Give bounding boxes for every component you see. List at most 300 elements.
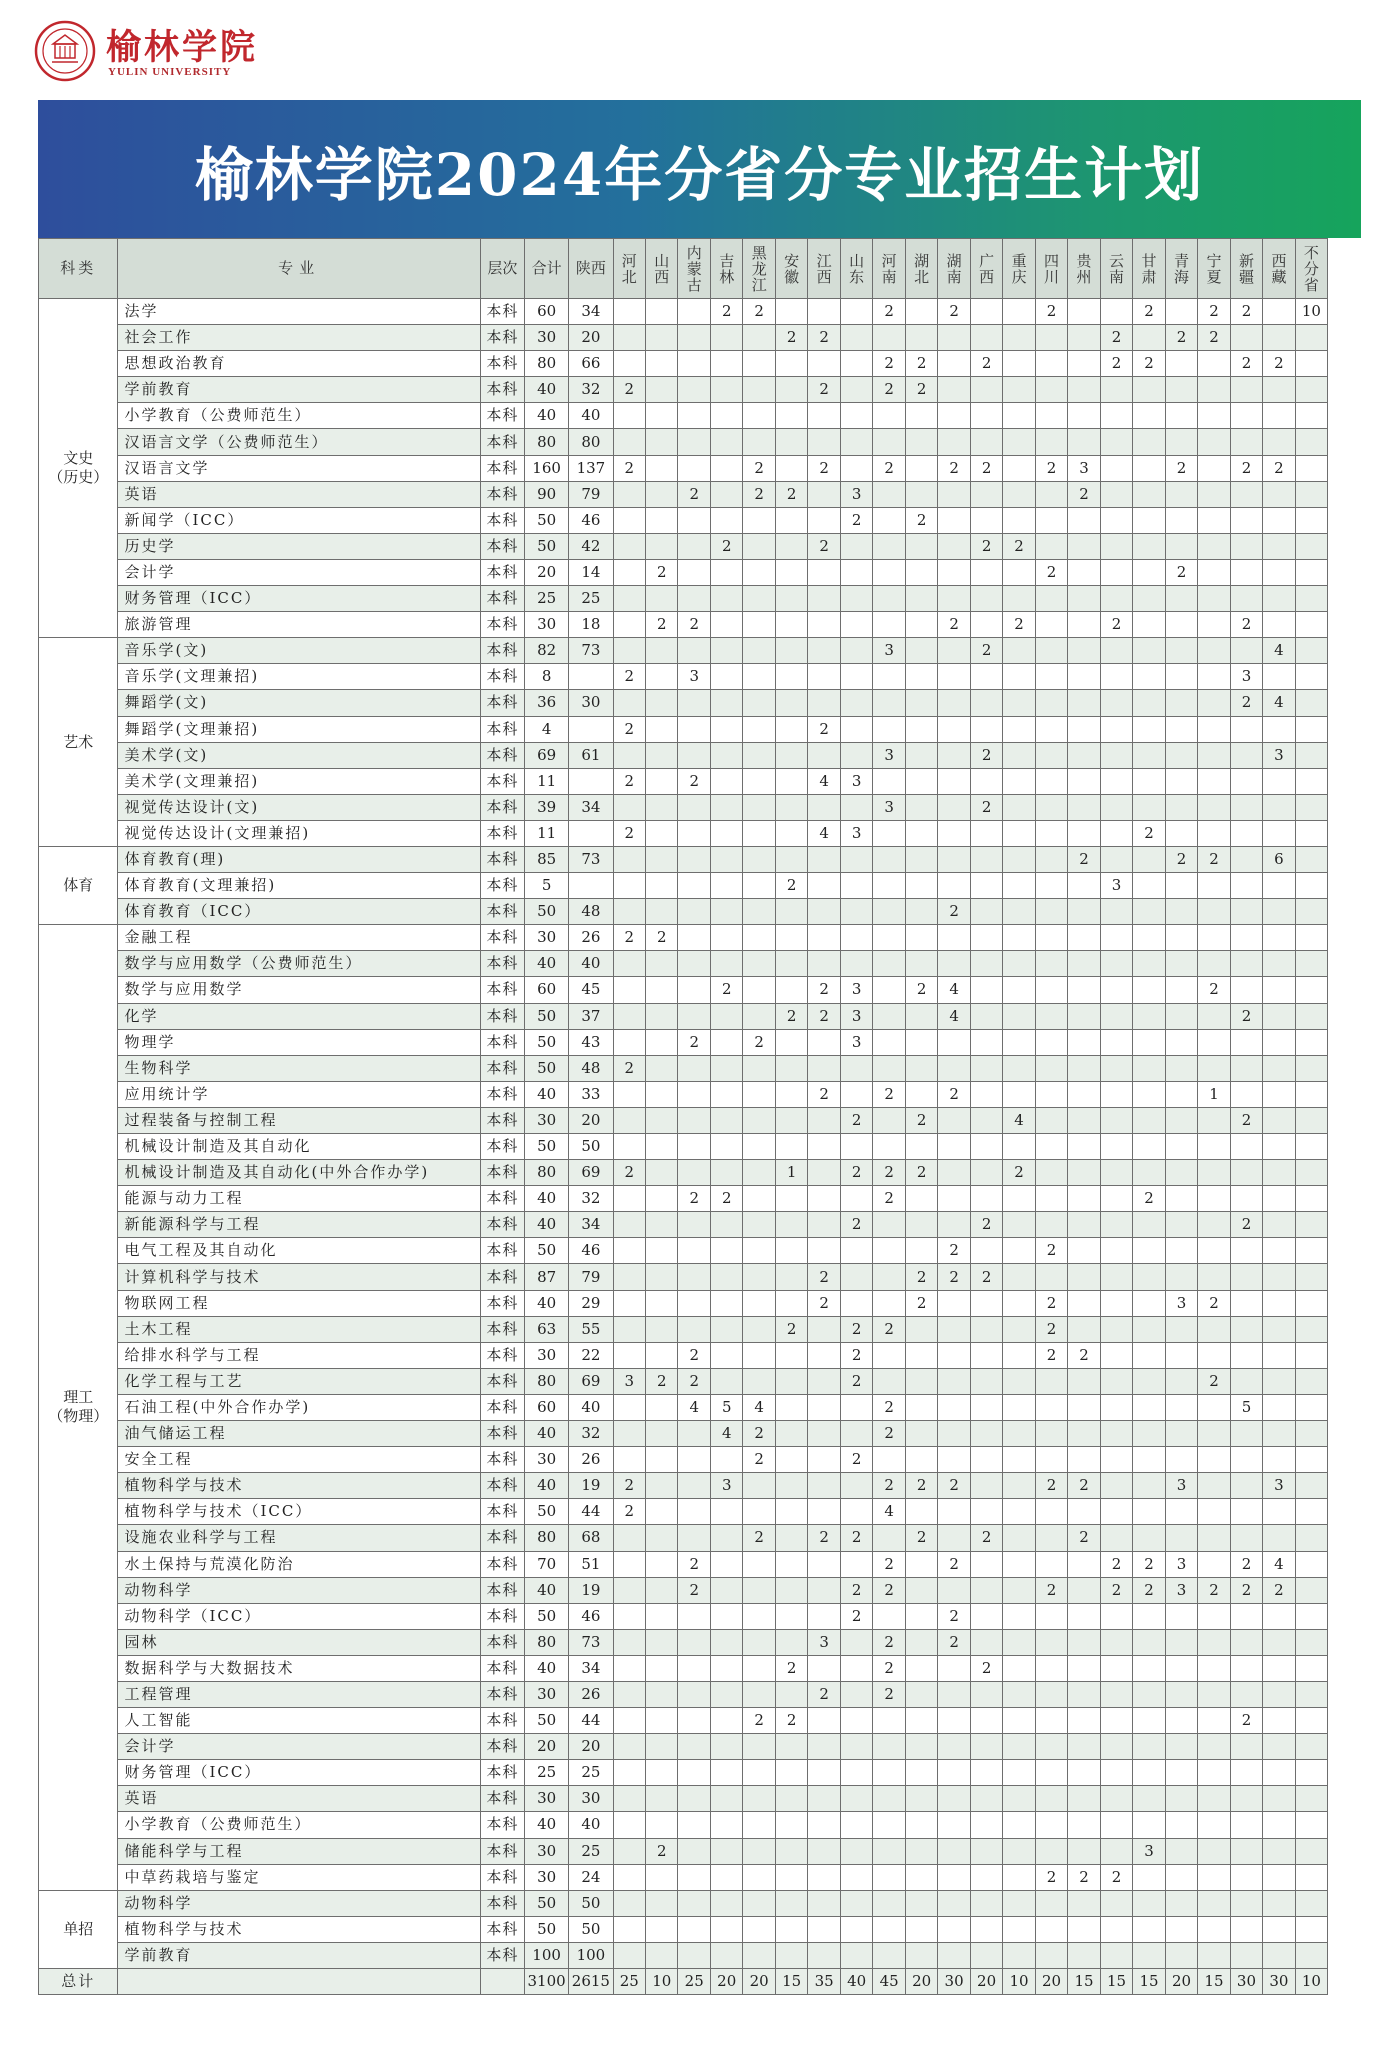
province-quota-cell	[743, 1107, 775, 1133]
province-quota-cell	[1295, 1421, 1327, 1447]
province-quota-cell	[1003, 351, 1035, 377]
header-province: 安徽	[775, 239, 807, 299]
province-quota-cell: 3	[1263, 742, 1295, 768]
category-cell: 文史 （历史）	[39, 299, 118, 638]
province-quota-cell	[743, 1916, 775, 1942]
province-quota-cell: 2	[808, 325, 840, 351]
table-row	[39, 429, 1361, 455]
province-quota-cell	[1230, 1603, 1262, 1629]
province-quota-cell	[1035, 1760, 1067, 1786]
province-quota-cell	[1100, 1107, 1132, 1133]
header-province: 河北	[613, 239, 645, 299]
province-quota-cell	[1035, 351, 1067, 377]
table-row	[39, 533, 1361, 559]
province-quota-cell	[873, 846, 905, 872]
province-quota-cell	[1100, 820, 1132, 846]
province-quota-cell	[808, 507, 840, 533]
province-quota-cell	[905, 1838, 937, 1864]
major-cell: 汉语言文学（公费师范生）	[118, 429, 480, 455]
province-quota-cell	[1165, 1447, 1197, 1473]
province-quota-cell	[1133, 507, 1165, 533]
level-cell: 本科	[480, 1577, 524, 1603]
province-quota-cell	[1133, 768, 1165, 794]
province-quota-cell	[1068, 429, 1100, 455]
province-quota-cell	[1295, 325, 1327, 351]
table-row	[39, 1942, 1361, 1968]
province-quota-cell	[1003, 1760, 1035, 1786]
total-cell: 40	[524, 1081, 568, 1107]
province-quota-cell	[1068, 1368, 1100, 1394]
province-quota-cell	[905, 1629, 937, 1655]
province-quota-cell	[1068, 1734, 1100, 1760]
province-quota-cell	[1165, 1316, 1197, 1342]
province-quota-cell: 2	[938, 1603, 970, 1629]
province-quota-cell: 50	[569, 1134, 613, 1160]
province-quota-cell	[1100, 1029, 1132, 1055]
province-quota-cell	[775, 768, 807, 794]
province-quota-cell	[873, 559, 905, 585]
table-row	[39, 638, 1361, 664]
province-quota-cell	[905, 1029, 937, 1055]
level-cell: 本科	[480, 1681, 524, 1707]
province-quota-cell: 2	[775, 1003, 807, 1029]
province-quota-cell	[1133, 1681, 1165, 1707]
province-quota-cell	[970, 1186, 1002, 1212]
province-quota-cell	[905, 899, 937, 925]
province-quota-cell	[840, 299, 872, 325]
major-cell: 生物科学	[118, 1055, 480, 1081]
province-total-cell: 15	[1068, 1969, 1100, 1995]
province-quota-cell	[613, 1081, 645, 1107]
province-quota-cell: 20	[569, 325, 613, 351]
province-quota-cell	[1198, 1864, 1230, 1890]
province-quota-cell	[970, 716, 1002, 742]
province-quota-cell	[678, 377, 710, 403]
table-row	[39, 1160, 1361, 1186]
province-quota-cell	[905, 690, 937, 716]
province-quota-cell	[840, 403, 872, 429]
province-quota-cell	[743, 351, 775, 377]
province-quota-cell: 5	[1230, 1394, 1262, 1420]
province-quota-cell: 1	[1198, 1081, 1230, 1107]
province-quota-cell: 2	[1198, 299, 1230, 325]
province-quota-cell	[1100, 977, 1132, 1003]
province-quota-cell: 2	[808, 1003, 840, 1029]
province-quota-cell	[808, 1942, 840, 1968]
province-quota-cell: 2	[1003, 612, 1035, 638]
header-total: 合计	[524, 239, 568, 299]
province-quota-cell	[970, 1473, 1002, 1499]
province-quota-cell	[1165, 1238, 1197, 1264]
province-quota-cell	[1035, 1212, 1067, 1238]
province-quota-cell	[1003, 325, 1035, 351]
province-quota-cell	[1035, 768, 1067, 794]
province-quota-cell	[743, 977, 775, 1003]
province-quota-cell	[1100, 1629, 1132, 1655]
province-quota-cell	[1230, 899, 1262, 925]
province-quota-cell: 2	[873, 1186, 905, 1212]
province-quota-cell	[1230, 1525, 1262, 1551]
province-quota-cell	[1133, 377, 1165, 403]
province-quota-cell	[1133, 951, 1165, 977]
province-quota-cell	[1035, 377, 1067, 403]
province-total-cell: 25	[678, 1969, 710, 1995]
province-quota-cell	[1230, 1890, 1262, 1916]
province-quota-cell	[775, 1212, 807, 1238]
province-quota-cell: 2	[1198, 1290, 1230, 1316]
province-quota-cell	[873, 925, 905, 951]
province-quota-cell	[775, 533, 807, 559]
province-quota-cell	[775, 1447, 807, 1473]
province-quota-cell	[743, 899, 775, 925]
province-quota-cell	[1035, 1708, 1067, 1734]
province-quota-cell: 69	[569, 1160, 613, 1186]
province-quota-cell	[808, 1812, 840, 1838]
total-cell: 40	[524, 1212, 568, 1238]
level-cell: 本科	[480, 1838, 524, 1864]
province-quota-cell	[646, 742, 678, 768]
province-quota-cell	[1230, 1473, 1262, 1499]
province-quota-cell	[873, 1786, 905, 1812]
province-quota-cell	[808, 846, 840, 872]
province-quota-cell	[1230, 1055, 1262, 1081]
province-quota-cell	[1165, 351, 1197, 377]
province-quota-cell	[613, 1708, 645, 1734]
major-cell: 土木工程	[118, 1316, 480, 1342]
level-cell: 本科	[480, 1186, 524, 1212]
province-quota-cell: 2	[905, 351, 937, 377]
total-cell: 160	[524, 455, 568, 481]
province-quota-cell	[873, 1942, 905, 1968]
province-quota-cell: 2	[743, 1029, 775, 1055]
level-cell: 本科	[480, 1447, 524, 1473]
province-quota-cell	[905, 429, 937, 455]
province-quota-cell	[905, 1394, 937, 1420]
province-quota-cell	[808, 1577, 840, 1603]
province-quota-cell	[808, 664, 840, 690]
province-quota-cell	[775, 951, 807, 977]
province-quota-cell	[905, 925, 937, 951]
province-quota-cell	[840, 873, 872, 899]
province-quota-cell: 2	[710, 299, 742, 325]
province-quota-cell: 2	[1165, 846, 1197, 872]
province-quota-cell: 2	[678, 768, 710, 794]
province-total-cell: 10	[1003, 1969, 1035, 1995]
province-quota-cell	[1165, 1368, 1197, 1394]
total-cell: 30	[524, 1681, 568, 1707]
province-quota-cell	[1198, 1681, 1230, 1707]
province-quota-cell	[613, 559, 645, 585]
level-cell: 本科	[480, 1603, 524, 1629]
province-quota-cell	[905, 299, 937, 325]
category-cell: 单招	[39, 1890, 118, 1968]
province-quota-cell	[905, 586, 937, 612]
province-quota-cell	[808, 1499, 840, 1525]
province-quota-cell	[873, 1107, 905, 1133]
province-quota-cell	[613, 1264, 645, 1290]
province-quota-cell	[678, 586, 710, 612]
table-row	[39, 768, 1361, 794]
province-quota-cell: 2	[743, 1421, 775, 1447]
province-quota-cell	[678, 1107, 710, 1133]
level-cell: 本科	[480, 1342, 524, 1368]
province-quota-cell	[1165, 1812, 1197, 1838]
province-quota-cell: 2	[938, 1629, 970, 1655]
province-quota-cell: 2	[1068, 481, 1100, 507]
province-quota-cell	[970, 1368, 1002, 1394]
province-quota-cell	[743, 742, 775, 768]
province-quota-cell	[1068, 1003, 1100, 1029]
province-quota-cell	[905, 1342, 937, 1368]
major-cell: 机械设计制造及其自动化(中外合作办学)	[118, 1160, 480, 1186]
province-quota-cell: 2	[1230, 1107, 1262, 1133]
province-quota-cell	[1068, 1186, 1100, 1212]
province-quota-cell	[873, 873, 905, 899]
province-quota-cell	[1295, 1160, 1327, 1186]
level-cell: 本科	[480, 1708, 524, 1734]
province-quota-cell	[1100, 846, 1132, 872]
table-row	[39, 1864, 1361, 1890]
province-quota-cell	[905, 1734, 937, 1760]
level-cell: 本科	[480, 742, 524, 768]
province-quota-cell	[710, 690, 742, 716]
province-quota-cell	[1003, 1629, 1035, 1655]
province-quota-cell	[905, 481, 937, 507]
province-quota-cell	[613, 325, 645, 351]
province-quota-cell: 50	[569, 1890, 613, 1916]
province-quota-cell	[1198, 1708, 1230, 1734]
province-quota-cell	[970, 481, 1002, 507]
province-quota-cell	[873, 768, 905, 794]
province-quota-cell	[1230, 1499, 1262, 1525]
province-quota-cell	[775, 899, 807, 925]
province-quota-cell	[1263, 1681, 1295, 1707]
province-quota-cell	[1165, 1864, 1197, 1890]
province-quota-cell	[613, 1786, 645, 1812]
province-quota-cell	[938, 1134, 970, 1160]
province-quota-cell	[1198, 481, 1230, 507]
province-quota-cell: 2	[1133, 1186, 1165, 1212]
province-quota-cell	[1198, 742, 1230, 768]
province-quota-cell	[775, 1629, 807, 1655]
province-quota-cell	[775, 1055, 807, 1081]
province-quota-cell: 3	[1165, 1473, 1197, 1499]
province-quota-cell	[646, 429, 678, 455]
province-quota-cell	[646, 951, 678, 977]
table-row	[39, 1760, 1361, 1786]
level-cell: 本科	[480, 1551, 524, 1577]
province-quota-cell	[775, 1551, 807, 1577]
total-cell: 100	[524, 1942, 568, 1968]
province-quota-cell	[775, 559, 807, 585]
province-quota-cell	[613, 1316, 645, 1342]
province-quota-cell: 3	[840, 481, 872, 507]
province-quota-cell	[1133, 1786, 1165, 1812]
province-total-cell: 15	[1133, 1969, 1165, 1995]
province-quota-cell	[840, 455, 872, 481]
province-quota-cell: 2	[743, 481, 775, 507]
level-cell: 本科	[480, 429, 524, 455]
major-cell: 应用统计学	[118, 1081, 480, 1107]
province-quota-cell: 2	[743, 1447, 775, 1473]
table-row	[39, 559, 1361, 585]
province-quota-cell	[1068, 612, 1100, 638]
province-quota-cell	[873, 1525, 905, 1551]
province-quota-cell	[905, 1212, 937, 1238]
major-cell: 金融工程	[118, 925, 480, 951]
province-quota-cell	[808, 638, 840, 664]
province-quota-cell: 2	[743, 299, 775, 325]
province-quota-cell	[873, 664, 905, 690]
province-quota-cell	[873, 403, 905, 429]
province-quota-cell	[873, 429, 905, 455]
province-quota-cell	[808, 351, 840, 377]
province-quota-cell	[905, 1681, 937, 1707]
province-quota-cell	[808, 1447, 840, 1473]
province-quota-cell	[1068, 742, 1100, 768]
province-quota-cell	[970, 559, 1002, 585]
province-quota-cell	[1068, 768, 1100, 794]
major-cell: 植物科学与技术	[118, 1916, 480, 1942]
major-cell: 石油工程(中外合作办学)	[118, 1394, 480, 1420]
province-quota-cell	[808, 586, 840, 612]
province-quota-cell	[808, 1368, 840, 1394]
province-quota-cell	[743, 1499, 775, 1525]
header-province: 黑龙江	[743, 239, 775, 299]
province-quota-cell: 2	[808, 455, 840, 481]
major-cell: 数学与应用数学	[118, 977, 480, 1003]
province-quota-cell: 2	[1100, 1551, 1132, 1577]
level-cell: 本科	[480, 1160, 524, 1186]
province-quota-cell	[1003, 1003, 1035, 1029]
province-quota-cell	[1003, 403, 1035, 429]
province-quota-cell	[1100, 925, 1132, 951]
province-quota-cell	[1198, 820, 1230, 846]
province-quota-cell	[1295, 559, 1327, 585]
province-quota-cell	[938, 1838, 970, 1864]
province-quota-cell	[775, 1812, 807, 1838]
province-quota-cell	[1133, 873, 1165, 899]
province-quota-cell	[743, 1316, 775, 1342]
level-cell: 本科	[480, 1916, 524, 1942]
province-quota-cell	[743, 1186, 775, 1212]
province-quota-cell	[1133, 716, 1165, 742]
province-quota-cell	[710, 1629, 742, 1655]
province-quota-cell	[613, 742, 645, 768]
province-quota-cell: 2	[840, 1368, 872, 1394]
province-quota-cell: 18	[569, 612, 613, 638]
province-quota-cell: 2	[1003, 1160, 1035, 1186]
province-quota-cell	[1035, 1186, 1067, 1212]
province-quota-cell	[1198, 1003, 1230, 1029]
province-quota-cell	[1263, 377, 1295, 403]
province-quota-cell	[840, 1942, 872, 1968]
province-quota-cell	[840, 690, 872, 716]
province-quota-cell	[1133, 1081, 1165, 1107]
province-quota-cell	[710, 1655, 742, 1681]
province-quota-cell	[1263, 481, 1295, 507]
title-banner	[38, 100, 1361, 238]
province-quota-cell	[970, 846, 1002, 872]
header-major: 专业	[118, 239, 480, 299]
province-quota-cell	[1100, 1447, 1132, 1473]
province-quota-cell	[808, 1864, 840, 1890]
province-quota-cell: 73	[569, 846, 613, 872]
province-quota-cell: 2	[970, 1212, 1002, 1238]
province-quota-cell	[840, 1629, 872, 1655]
major-cell: 油气储运工程	[118, 1421, 480, 1447]
province-quota-cell	[775, 455, 807, 481]
province-quota-cell	[613, 1212, 645, 1238]
province-quota-cell	[1035, 1134, 1067, 1160]
province-quota-cell	[1295, 742, 1327, 768]
total-cell: 40	[524, 1812, 568, 1838]
province-quota-cell: 2	[938, 612, 970, 638]
province-quota-cell: 2	[840, 1603, 872, 1629]
province-quota-cell	[1263, 1890, 1295, 1916]
province-quota-cell	[1165, 1421, 1197, 1447]
province-quota-cell	[1198, 1473, 1230, 1499]
province-quota-cell	[1230, 1629, 1262, 1655]
province-quota-cell	[646, 1212, 678, 1238]
province-quota-cell	[1198, 951, 1230, 977]
province-quota-cell	[1100, 1838, 1132, 1864]
province-quota-cell	[1035, 1838, 1067, 1864]
province-quota-cell	[1295, 1186, 1327, 1212]
province-quota-cell	[1133, 559, 1165, 585]
province-quota-cell: 46	[569, 507, 613, 533]
province-quota-cell	[1165, 1029, 1197, 1055]
province-quota-cell: 2	[970, 1264, 1002, 1290]
table-row	[39, 455, 1361, 481]
province-quota-cell	[613, 1551, 645, 1577]
province-quota-cell: 4	[1263, 638, 1295, 664]
major-cell: 财务管理（ICC）	[118, 586, 480, 612]
header-province: 重庆	[1003, 239, 1035, 299]
province-total-cell: 15	[775, 1969, 807, 1995]
province-quota-cell: 2	[646, 559, 678, 585]
province-quota-cell	[710, 586, 742, 612]
province-quota-cell	[613, 1525, 645, 1551]
province-quota-cell	[646, 586, 678, 612]
province-quota-cell	[1198, 559, 1230, 585]
province-quota-cell	[613, 1394, 645, 1420]
province-quota-cell	[1133, 612, 1165, 638]
province-quota-cell	[905, 612, 937, 638]
province-quota-cell	[1295, 1447, 1327, 1473]
totals-label: 总计	[39, 1969, 118, 1995]
province-quota-cell	[1198, 1838, 1230, 1864]
province-quota-cell	[1263, 1603, 1295, 1629]
province-quota-cell	[905, 1890, 937, 1916]
province-quota-cell	[1230, 1734, 1262, 1760]
table-row	[39, 1473, 1361, 1499]
major-cell: 体育教育(文理兼招)	[118, 873, 480, 899]
province-quota-cell	[1230, 977, 1262, 1003]
major-cell: 思想政治教育	[118, 351, 480, 377]
province-quota-cell	[710, 481, 742, 507]
province-quota-cell	[710, 1368, 742, 1394]
province-quota-cell	[1133, 1368, 1165, 1394]
province-quota-cell: 2	[808, 977, 840, 1003]
province-quota-cell	[1165, 925, 1197, 951]
province-quota-cell	[1003, 951, 1035, 977]
total-cell: 30	[524, 325, 568, 351]
level-cell: 本科	[480, 820, 524, 846]
province-quota-cell	[1295, 899, 1327, 925]
province-quota-cell: 69	[569, 1368, 613, 1394]
province-quota-cell: 2	[1133, 1551, 1165, 1577]
